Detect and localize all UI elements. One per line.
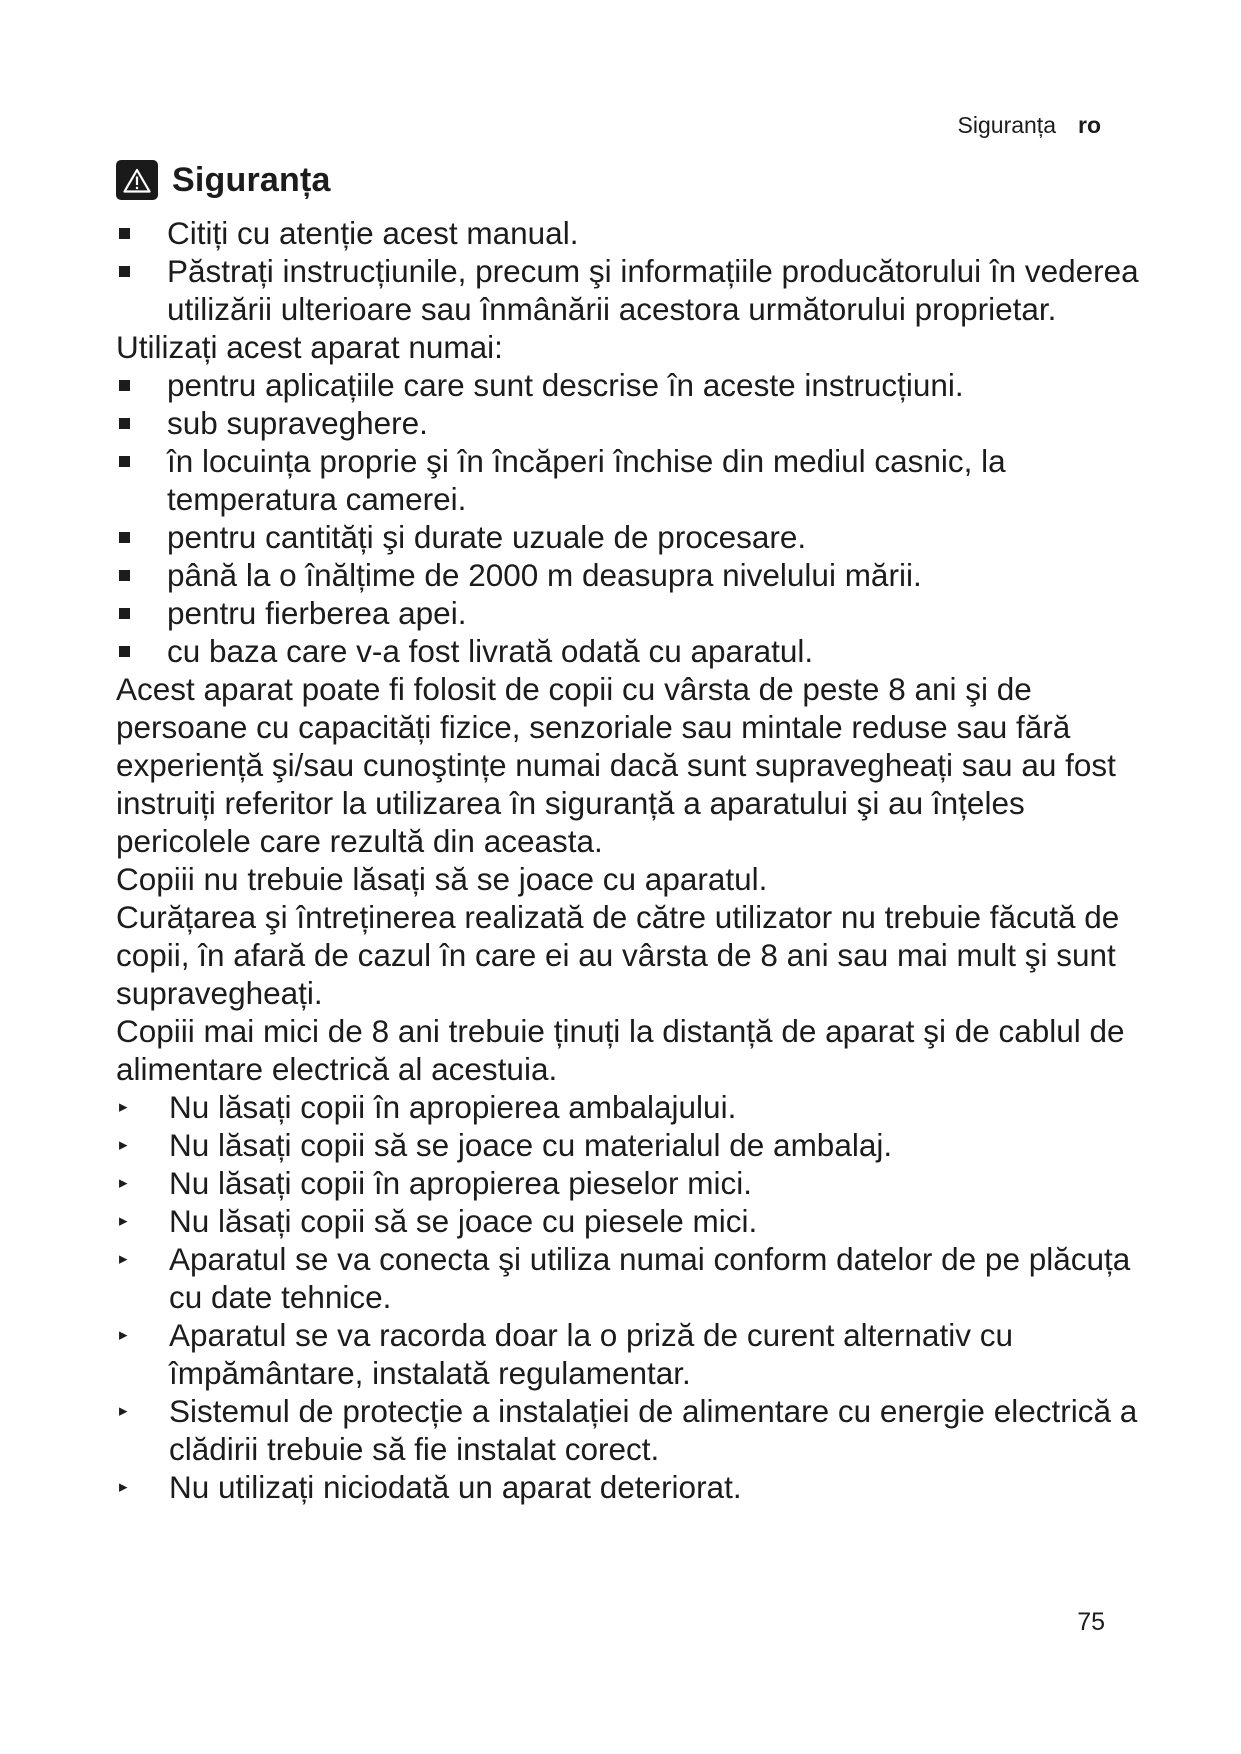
square-bullet-icon bbox=[119, 214, 143, 252]
item-text: Păstrați instrucțiunile, precum şi informațiile producătorului în vederea utilizării ulterioare sau înmânării acestora următorului proprietar. bbox=[167, 253, 1139, 327]
square-bullet-icon bbox=[119, 404, 143, 442]
instruction-item bbox=[116, 1202, 1156, 1240]
list-item bbox=[116, 594, 1156, 632]
page-title: Siguranța bbox=[172, 160, 331, 199]
running-header bbox=[958, 112, 1101, 139]
item-text: Sistemul de protecție a instalației de alimentare cu energie electrică a clădirii trebuie să fie instalat corect. bbox=[169, 1393, 1138, 1467]
list-item bbox=[116, 556, 1156, 594]
instruction-item bbox=[116, 1316, 1156, 1392]
square-bullet-icon bbox=[119, 442, 143, 480]
paragraph: Copiii mai mici de 8 ani trebuie ținuți la distanță de aparat şi de cablul de alimentare electrică al acestuia. bbox=[116, 1013, 1125, 1087]
instruction-item bbox=[116, 1240, 1156, 1316]
paragraph: Copiii nu trebuie lăsați să se joace cu aparatul. bbox=[116, 861, 768, 897]
header-language: ro bbox=[1078, 112, 1101, 138]
section-heading bbox=[116, 160, 331, 200]
instruction-item bbox=[116, 1088, 1156, 1126]
item-text: Nu lăsați copii să se joace cu materialul de ambalaj. bbox=[169, 1127, 893, 1163]
paragraph: Utilizați acest aparat numai: bbox=[116, 329, 503, 365]
arrow-bullet-icon: ▸ bbox=[119, 1477, 128, 1496]
item-text: cu baza care v-a fost livrată odată cu aparatul. bbox=[167, 633, 814, 669]
item-text: Aparatul se va conecta şi utiliza numai conform datelor de pe plăcuța cu date tehnice. bbox=[169, 1241, 1131, 1315]
item-text: pentru cantități şi durate uzuale de procesare. bbox=[167, 519, 807, 555]
instruction-item bbox=[116, 1164, 1156, 1202]
arrow-bullet-icon: ▸ bbox=[119, 1249, 128, 1268]
item-text: pentru aplicațiile care sunt descrise în aceste instrucțiuni. bbox=[167, 367, 964, 403]
arrow-bullet-icon: ▸ bbox=[119, 1097, 128, 1116]
item-text: Citiți cu atenție acest manual. bbox=[167, 215, 579, 251]
square-bullet-icon bbox=[119, 252, 143, 290]
arrow-bullet-icon: ▸ bbox=[119, 1135, 128, 1154]
warning-triangle-icon bbox=[116, 160, 158, 200]
square-bullet-icon bbox=[119, 632, 143, 670]
header-section-title: Siguranța bbox=[957, 112, 1056, 138]
square-bullet-icon bbox=[119, 594, 143, 632]
arrow-bullet-icon: ▸ bbox=[119, 1173, 128, 1192]
list-item bbox=[116, 214, 1156, 252]
item-text: în locuința proprie şi în încăperi închise din mediul casnic, la temperatura camerei. bbox=[167, 443, 1006, 517]
list-item bbox=[116, 252, 1156, 328]
arrow-bullet-icon: ▸ bbox=[119, 1401, 128, 1420]
arrow-bullet-icon: ▸ bbox=[119, 1325, 128, 1344]
square-bullet-icon bbox=[119, 556, 143, 594]
paragraph: Curățarea şi întreținerea realizată de către utilizator nu trebuie făcută de copii, în afară de cazul în care ei au vârsta de 8 ani sau mai mult şi sunt supravegheați. bbox=[116, 899, 1120, 1011]
instruction-item bbox=[116, 1468, 1156, 1506]
item-text: Nu utilizați niciodată un aparat deteriorat. bbox=[169, 1469, 742, 1505]
item-text: Nu lăsați copii în apropierea pieselor mici. bbox=[169, 1165, 753, 1201]
page-number: 75 bbox=[1077, 1608, 1105, 1636]
item-text: pentru fierberea apei. bbox=[167, 595, 467, 631]
instruction-item bbox=[116, 1126, 1156, 1164]
square-bullet-icon bbox=[119, 366, 143, 404]
list-item bbox=[116, 404, 1156, 442]
item-text: până la o înălțime de 2000 m deasupra nivelului mării. bbox=[167, 557, 922, 593]
instruction-item bbox=[116, 1392, 1156, 1468]
item-text: Nu lăsați copii în apropierea ambalajului. bbox=[169, 1089, 737, 1125]
list-item bbox=[116, 366, 1156, 404]
list-item bbox=[116, 632, 1156, 670]
item-text: Nu lăsați copii să se joace cu piesele mici. bbox=[169, 1203, 758, 1239]
list-item bbox=[116, 518, 1156, 556]
arrow-bullet-icon: ▸ bbox=[119, 1211, 128, 1230]
list-item bbox=[116, 442, 1156, 518]
square-bullet-icon bbox=[119, 518, 143, 556]
item-text: Aparatul se va racorda doar la o priză de curent alternativ cu împământare, instalată regulamentar. bbox=[169, 1317, 1013, 1391]
item-text: sub supraveghere. bbox=[167, 405, 428, 441]
paragraph: Acest aparat poate fi folosit de copii cu vârsta de peste 8 ani şi de persoane cu capacități fizice, senzoriale sau mintale reduse sau fără experiență şi/sau cunoştințe numai dacă sunt supravegheați sau au fost instruiți referitor la utilizarea în siguranță a aparatului şi au înțeles pericolele care rezultă din aceasta. bbox=[116, 671, 1116, 859]
safety-text bbox=[116, 214, 1156, 1506]
